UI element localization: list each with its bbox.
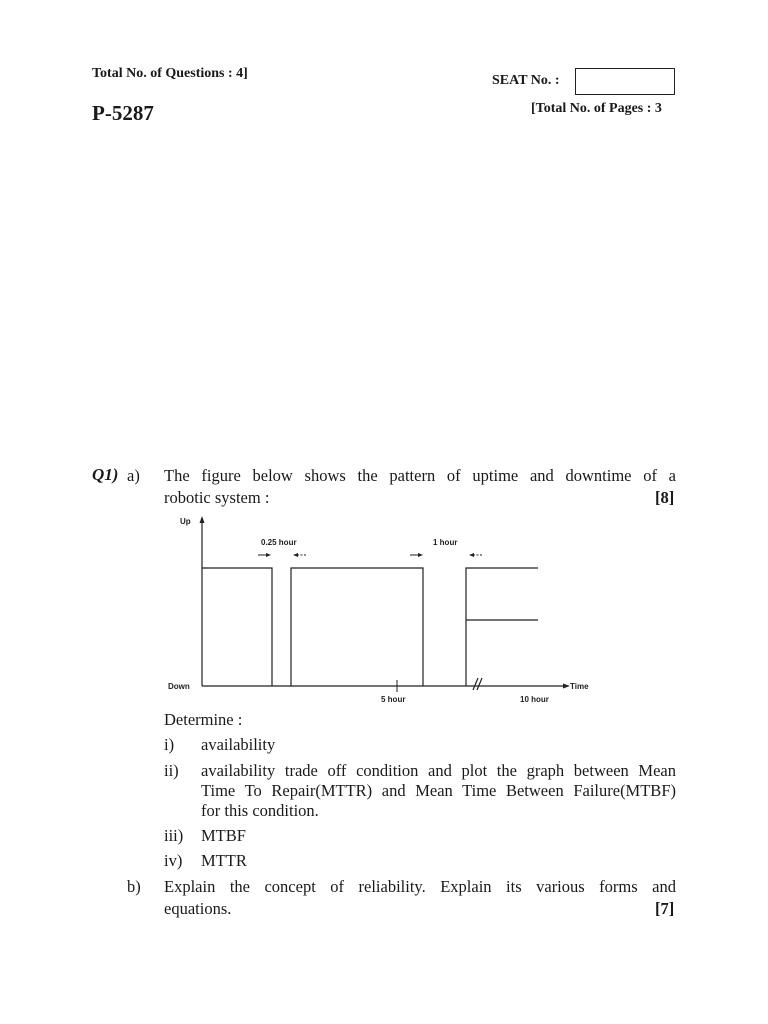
part-b-text-line2: equations. — [164, 899, 232, 918]
item-text-tradeoff-line2: Time To Repair(MTTR) and Mean Time Between Failure(MTBF) — [201, 781, 676, 800]
uptime-pulse-3 — [466, 568, 538, 686]
x-axis-label: Time — [570, 682, 589, 691]
arrow-left-icon — [293, 553, 298, 557]
tick1-label: 5 hour — [381, 695, 406, 704]
y-axis-label: Up — [180, 517, 191, 526]
uptime-pulse-2 — [291, 568, 423, 686]
uptime-downtime-figure — [160, 512, 600, 708]
arrow-right-icon — [266, 553, 271, 557]
part-a-text-line2: robotic system : — [164, 488, 270, 507]
part-a-label: a) — [127, 466, 140, 485]
part-b-label: b) — [127, 877, 141, 896]
item-text-tradeoff-line3: for this condition. — [201, 801, 319, 820]
determine-label: Determine : — [164, 710, 243, 729]
down-label: Down — [168, 682, 190, 691]
part-b-text-line1: Explain the concept of reliability. Explain its various forms and — [164, 877, 676, 896]
part-b-marks: [7] — [655, 899, 675, 918]
part-a-text-line1: The figure below shows the pattern of uptime and downtime of a — [164, 466, 676, 485]
part-a-marks: [8] — [655, 488, 675, 507]
uptime-pulse-1 — [202, 568, 272, 686]
item-text-tradeoff-line1: availability trade off condition and plot the graph between Mean — [201, 761, 676, 780]
arrow-left-icon — [469, 553, 474, 557]
item-num: iii) — [164, 826, 184, 845]
item-num: ii) — [164, 761, 179, 780]
arrow-right-icon — [418, 553, 423, 557]
seat-label: SEAT No. : — [492, 73, 560, 88]
item-num: iv) — [164, 851, 183, 870]
x-axis-arrow-icon — [563, 684, 570, 689]
tick2-label: 10 hour — [520, 695, 549, 704]
total-pages: [Total No. of Pages : 3 — [531, 101, 662, 116]
gap2-label: 1 hour — [433, 538, 458, 547]
question-label: Q1) — [92, 465, 119, 484]
paper-code: P-5287 — [92, 101, 154, 125]
item-text-mtbf: MTBF — [201, 826, 246, 845]
item-text-availability: availability — [201, 735, 276, 754]
item-num: i) — [164, 735, 175, 754]
seat-number-box[interactable] — [575, 68, 675, 95]
gap1-label: 0.25 hour — [261, 538, 297, 547]
y-axis-arrow-icon — [200, 516, 205, 523]
item-text-mttr: MTTR — [201, 851, 247, 870]
total-questions: Total No. of Questions : 4] — [92, 66, 248, 81]
